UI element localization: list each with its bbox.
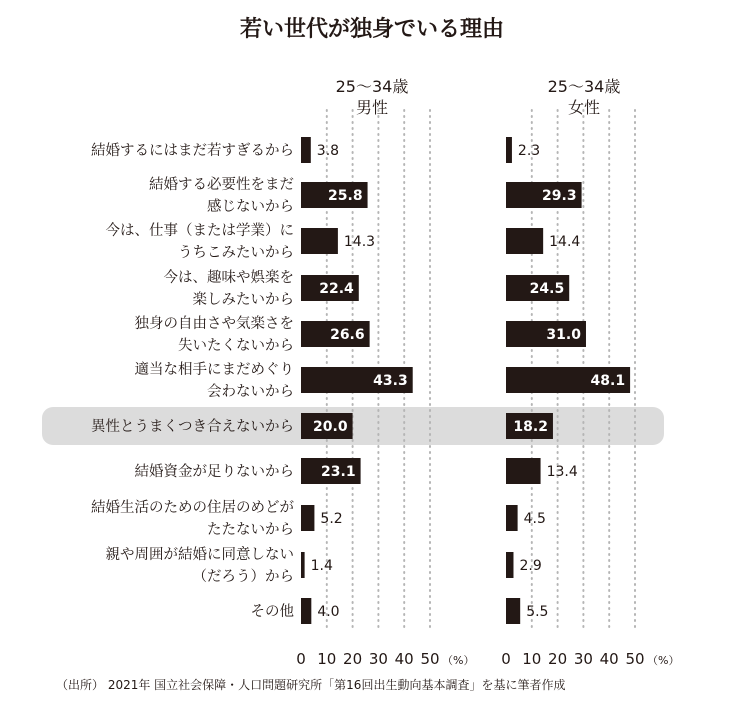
bar-male [301,552,305,578]
category-label: 失いたくないから [178,338,294,354]
tick-label-female: 30 [573,650,593,668]
data-label-male: 3.8 [316,143,340,159]
tick-label-male: 10 [317,650,337,668]
source-note: （出所） 2021年 国立社会保障・人口問題研究所「第16回出生動向基本調査」を基に筆者作成 [56,678,566,692]
category-label: その他 [250,604,294,620]
data-label-male: 14.3 [343,234,376,250]
tick-label-male: 20 [343,650,363,668]
data-label-male: 25.8 [328,188,363,204]
bar-female [506,598,520,624]
data-label-male: 4.0 [317,604,340,620]
tick-label-female: 40 [599,650,619,668]
data-label-female: 4.5 [523,511,546,527]
axis-unit-male: （%） [442,654,475,667]
data-label-male: 22.4 [319,281,354,297]
category-label: 楽しみたいから [192,292,294,308]
data-label-male: 26.6 [330,327,365,343]
data-label-female: 2.3 [517,143,541,159]
panel-header-female: 25～34歳 [547,77,621,96]
category-label: 結婚する必要性をまだ [149,177,294,193]
data-label-female: 5.5 [526,604,549,620]
panel-header-male: 25～34歳 [335,77,409,96]
data-label-male: 20.0 [313,419,348,435]
tick-label-male: 0 [296,650,306,668]
tick-label-male: 50 [420,650,440,668]
category-label: （だろう）から [192,569,294,585]
data-label-male: 5.2 [320,511,343,527]
data-label-female: 13.4 [546,464,578,480]
data-label-female: 14.4 [549,234,581,250]
data-label-male: 1.4 [310,558,333,574]
panel-header-female: 女性 [567,98,601,117]
data-label-female: 31.0 [546,327,581,343]
category-label: 親や周囲が結婚に同意しない [105,547,294,563]
axis-unit-female: （%） [647,654,680,667]
category-label: うちこみたいから [178,245,294,261]
bar-female [506,228,543,254]
category-label: 結婚するにはまだ若すぎるから [91,143,294,159]
category-label: 感じないから [207,199,294,215]
tick-label-female: 50 [625,650,645,668]
data-label-male: 43.3 [373,373,408,389]
bar-male [301,228,338,254]
bar-male [301,137,311,163]
category-label: 今は、仕事（または学業）に [105,223,294,239]
chart-title: 若い世代が独身でいる理由 [239,17,505,42]
category-label: 結婚生活のための住居のめどが [91,500,294,516]
bar-female [506,505,518,531]
data-label-female: 18.2 [513,419,548,435]
bar-female [506,137,512,163]
bar-female [506,552,513,578]
panel-header-male: 男性 [355,98,389,117]
category-label: 独身の自由さや気楽さを [134,316,294,332]
bar-male [301,598,311,624]
data-label-female: 2.9 [519,558,542,574]
tick-label-male: 40 [394,650,414,668]
tick-label-female: 0 [501,650,511,668]
tick-label-female: 10 [522,650,542,668]
category-label: たたないから [207,522,294,538]
category-label: 異性とうまくつき合えないから [91,419,294,435]
data-label-female: 29.3 [542,188,577,204]
category-label: 会わないから [207,384,294,400]
data-label-female: 24.5 [529,281,565,297]
category-label: 結婚資金が足りないから [134,464,294,480]
bar-male [301,505,314,531]
bar-female [506,458,541,484]
tick-label-male: 30 [368,650,388,668]
data-label-female: 48.1 [590,373,626,389]
data-label-male: 23.1 [321,464,356,480]
category-label: 今は、趣味や娯楽を [163,270,294,286]
tick-label-female: 20 [548,650,568,668]
category-label: 適当な相手にまだめぐり [134,362,294,378]
